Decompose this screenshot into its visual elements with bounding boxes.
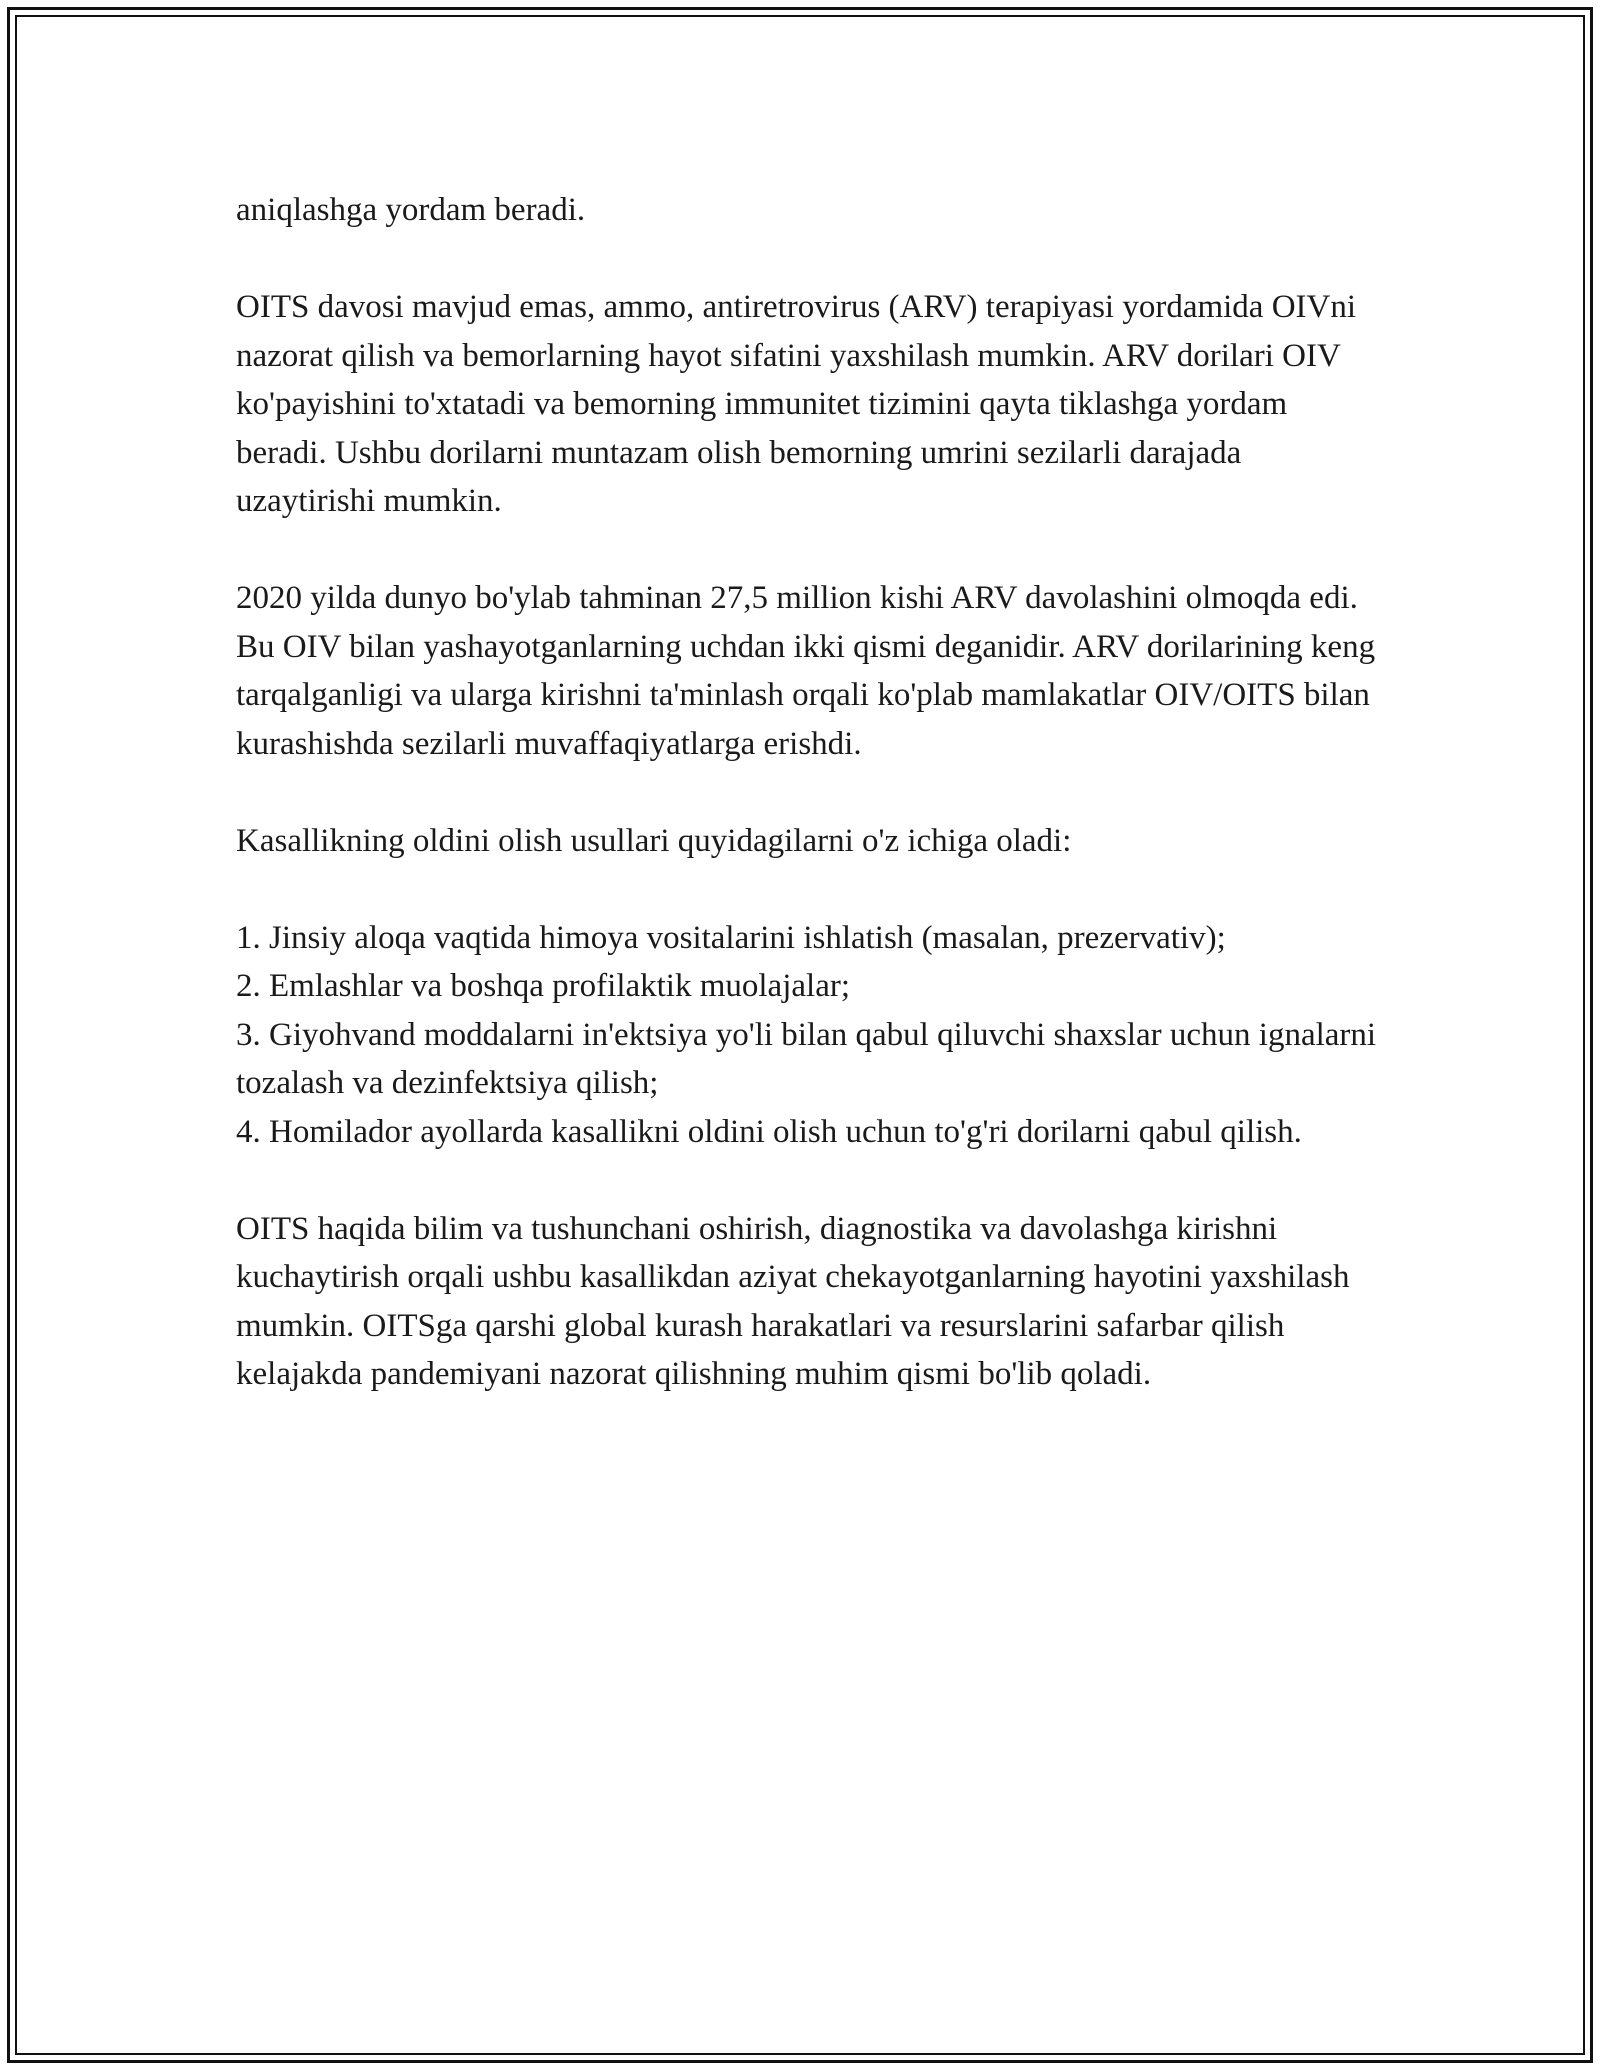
list-item: 4. Homilador ayollarda kasallikni oldini olish uchun to'g'ri dorilarni qabul qilish. bbox=[236, 1113, 1302, 1150]
document-body bbox=[236, 186, 1386, 1447]
paragraph-conclusion: OITS haqida bilim va tushunchani oshirish, diagnostika va davolashga kirishni kuchaytirish orqali ushbu kasallikdan aziyat chekayotganlarning hayotini yaxshilash mumkin. OITSga qarshi global kurash harakatlari va resurslarini safarbar qilish kelajakda pandemiyani nazorat qilishning muhim qismi bo'lib qoladi. bbox=[236, 1210, 1350, 1392]
prevention-list bbox=[236, 914, 1386, 1157]
paragraph-arv-therapy: OITS davosi mavjud emas, ammo, antiretrovirus (ARV) terapiyasi yordamida OIVni nazorat qilish va bemorlarning hayot sifatini yaxshilash mumkin. ARV dorilari OIV ko'payishini to'xtatadi va bemorning immunitet tizimini qayta tiklashga yordam beradi. Ushbu dorilarni muntazam olish bemorning umrini sezilarli darajada uzaytirishi mumkin. bbox=[236, 289, 1357, 519]
paragraph-prevention-intro: Kasallikning oldini olish usullari quyidagilarni o'z ichiga oladi: bbox=[236, 822, 1072, 859]
paragraph-2020-statistics: 2020 yilda dunyo bo'ylab tahminan 27,5 million kishi ARV davolashini olmoqda edi. Bu OIV bilan yashayotganlarning uchdan ikki qismi deganidir. ARV dorilarining keng tarqalganligi va ularga kirishni ta'minlash orqali ko'plab mamlakatlar OIV/OITS bilan kurashishda sezilarli muvaffaqiyatlarga erishdi. bbox=[236, 580, 1376, 762]
list-item: 2. Emlashlar va boshqa profilaktik muolajalar; bbox=[236, 968, 850, 1004]
list-item: 3. Giyohvand moddalarni in'ektsiya yo'li bilan qabul qiluvchi shaxslar uchun ignalarni tozalash va dezinfektsiya qilish; bbox=[236, 1016, 1377, 1101]
list-item: 1. Jinsiy aloqa vaqtida himoya vositalarini ishlatish (masalan, prezervativ); bbox=[236, 919, 1226, 956]
paragraph-continuation: aniqlashga yordam beradi. bbox=[236, 192, 586, 228]
